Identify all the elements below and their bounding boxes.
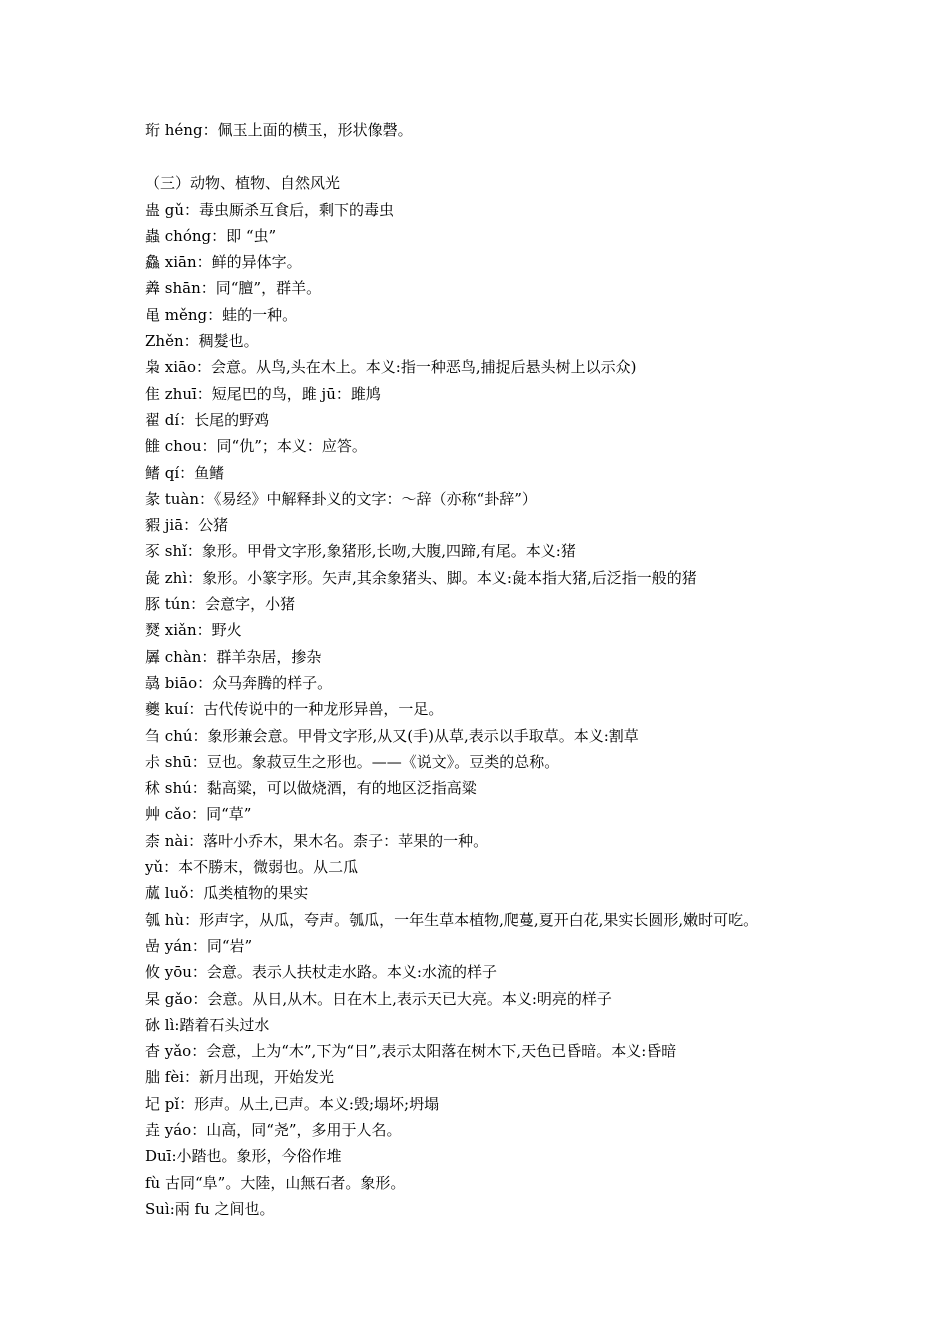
paragraph-gap [145,143,935,170]
entry-line: Duī:小踏也。象形，今俗作堆 [145,1147,342,1166]
entry-line: 攸 yōu：会意。表示人扶杖走水路。本义:水流的样子 [145,963,497,982]
entry-line: 朏 fèi：新月出现，开始发光 [145,1068,334,1087]
entry-line: 瓠 hù：形声字，从瓜，夸声。瓠瓜，一年生草本植物,爬蔓,夏开白花,果实长圆形,嫩时可吃。 [145,910,759,929]
entry-line: 鳍 qí：鱼鳍 [145,463,225,482]
entry-line: 秫 shú：黏高粱，可以做烧酒，有的地区泛指高粱 [145,779,477,798]
entry-line: 蓏 luǒ：瓜类植物的果实 [145,884,309,903]
entry-line: yǔ：本不勝末，微弱也。从二瓜 [145,858,359,877]
entry-list [145,197,935,1223]
entry-line: 垚 yáo：山高，同“尧”，多用于人名。 [145,1120,402,1139]
entry-line: Suì:兩 fu 之间也。 [145,1199,275,1218]
entry-line: Zhěn：稠髮也。 [145,332,259,351]
entry-line: 豕 shǐ：象形。甲骨文字形,象猪形,长吻,大腹,四蹄,有尾。本义:猪 [145,542,576,561]
entry-line: 豭 jiā：公猪 [145,516,229,535]
entry-line: 杳 yǎo：会意，上为“木”,下为“日”,表示太阳落在树木下,天色已昏暗。本义:昏暗 [145,1042,677,1061]
entry-line: 黾 měng：蛙的一种。 [145,305,298,324]
intro-entry: 珩 héng：佩玉上面的横玉，形状像磬。 [145,121,413,139]
entry-line: fù 古同“阜”。大陸，山無石者。象形。 [145,1173,406,1192]
entry-line: 鱻 xiān：鲜的异体字。 [145,253,302,272]
entry-line: 彘 zhì：象形。小篆字形。矢声,其余象猪头、脚。本义:彘本指大猪,后泛指一般的猪 [145,568,697,587]
entry-line: 尗 shū：豆也。象菽豆生之形也。——《说文》。豆类的总称。 [145,752,560,771]
entry-line: 骉 biāo：众马奔腾的样子。 [145,673,333,692]
entry-line: 彖 tuàn：《易经》中解释卦义的文字：～辞（亦称“卦辞”） [145,489,537,508]
entry-line: 翟 dí：长尾的野鸡 [145,410,270,429]
entry-line: 羼 chàn：群羊杂居，掺杂 [145,647,322,666]
entry-line: 柰 nài：落叶小乔木，果木名。柰子：苹果的一种。 [145,831,489,850]
entry-line: 豚 tún：会意字，小猪 [145,595,296,614]
entry-line: 枭 xiāo：会意。从鸟,头在木上。本义:指一种恶鸟,捕捉后悬头树上以示众) [145,358,637,377]
entry-line: 砅 lì:踏着石头过水 [145,1015,270,1034]
entry-line: 夔 kuí：古代传说中的一种龙形异兽，一足。 [145,700,444,719]
entry-line: 蟲 chóng：即 “虫” [145,226,277,245]
entry-line: 燹 xiǎn：野火 [145,621,242,640]
entry-line: 艸 cǎo：同“草” [145,805,252,824]
entry-line: 隹 zhuī：短尾巴的鸟，雎 jū：雎鸠 [145,384,381,403]
entry-line: 嵒 yán：同“岩” [145,936,253,955]
entry-line: 羴 shān：同“膻”，群羊。 [145,279,322,298]
entry-line: 蛊 gǔ：毒虫厮杀互食后，剩下的毒虫 [145,200,395,219]
entry-line: 杲 gǎo：会意。从日,从木。日在木上,表示天已大亮。本义:明亮的样子 [145,989,612,1008]
entry-line: 刍 chú：象形兼会意。甲骨文字形,从又(手)从草,表示以手取草。本义:割草 [145,726,639,745]
entry-line: 圮 pǐ：形声。从土,已声。本义:毁;塌坏;坍塌 [145,1094,440,1113]
section-heading: （三）动物、植物、自然风光 [145,174,341,193]
document-body [145,117,935,1222]
entry-line: 雔 chou：同“仇”；本义：应答。 [145,437,367,456]
